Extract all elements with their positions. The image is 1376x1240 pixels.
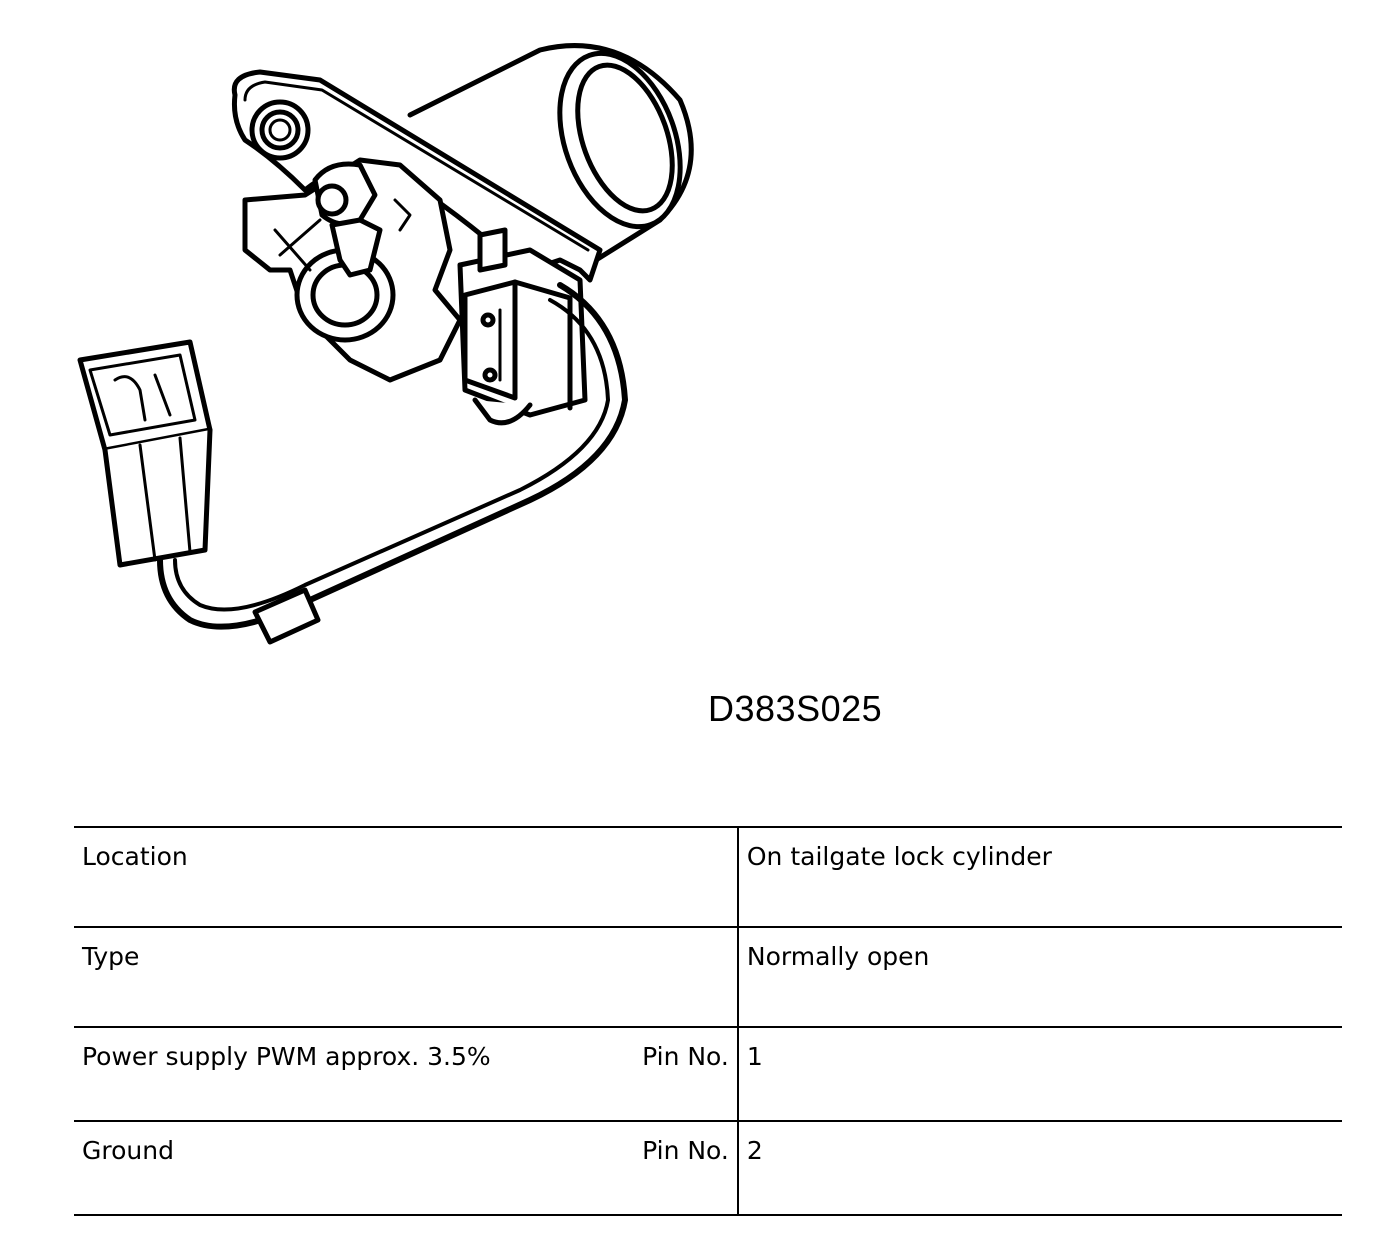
row-label-cell xyxy=(74,827,738,927)
row-value: On tailgate lock cylinder xyxy=(738,827,1342,927)
row-label-cell xyxy=(74,927,738,1027)
row-label: Type xyxy=(82,942,140,971)
table-row xyxy=(74,827,1342,927)
table-row xyxy=(74,927,1342,1027)
table-row xyxy=(74,1027,1342,1121)
row-label: Ground xyxy=(82,1136,174,1165)
connector-plug xyxy=(80,342,210,565)
pin-label: Pin No. xyxy=(642,1136,729,1165)
table-row xyxy=(74,1121,1342,1215)
row-value: 2 xyxy=(738,1121,1342,1215)
specification-table xyxy=(74,826,1342,1216)
pin-label: Pin No. xyxy=(642,1042,729,1071)
switch-assembly-illustration xyxy=(60,20,720,670)
row-value: Normally open xyxy=(738,927,1342,1027)
row-label: Power supply PWM approx. 3.5% xyxy=(82,1042,491,1071)
row-label-cell xyxy=(74,1121,738,1215)
row-label-cell xyxy=(74,1027,738,1121)
row-label: Location xyxy=(82,842,188,871)
row-value: 1 xyxy=(738,1027,1342,1121)
lock-mechanism xyxy=(245,160,460,380)
figure-code: D383S025 xyxy=(708,688,883,729)
